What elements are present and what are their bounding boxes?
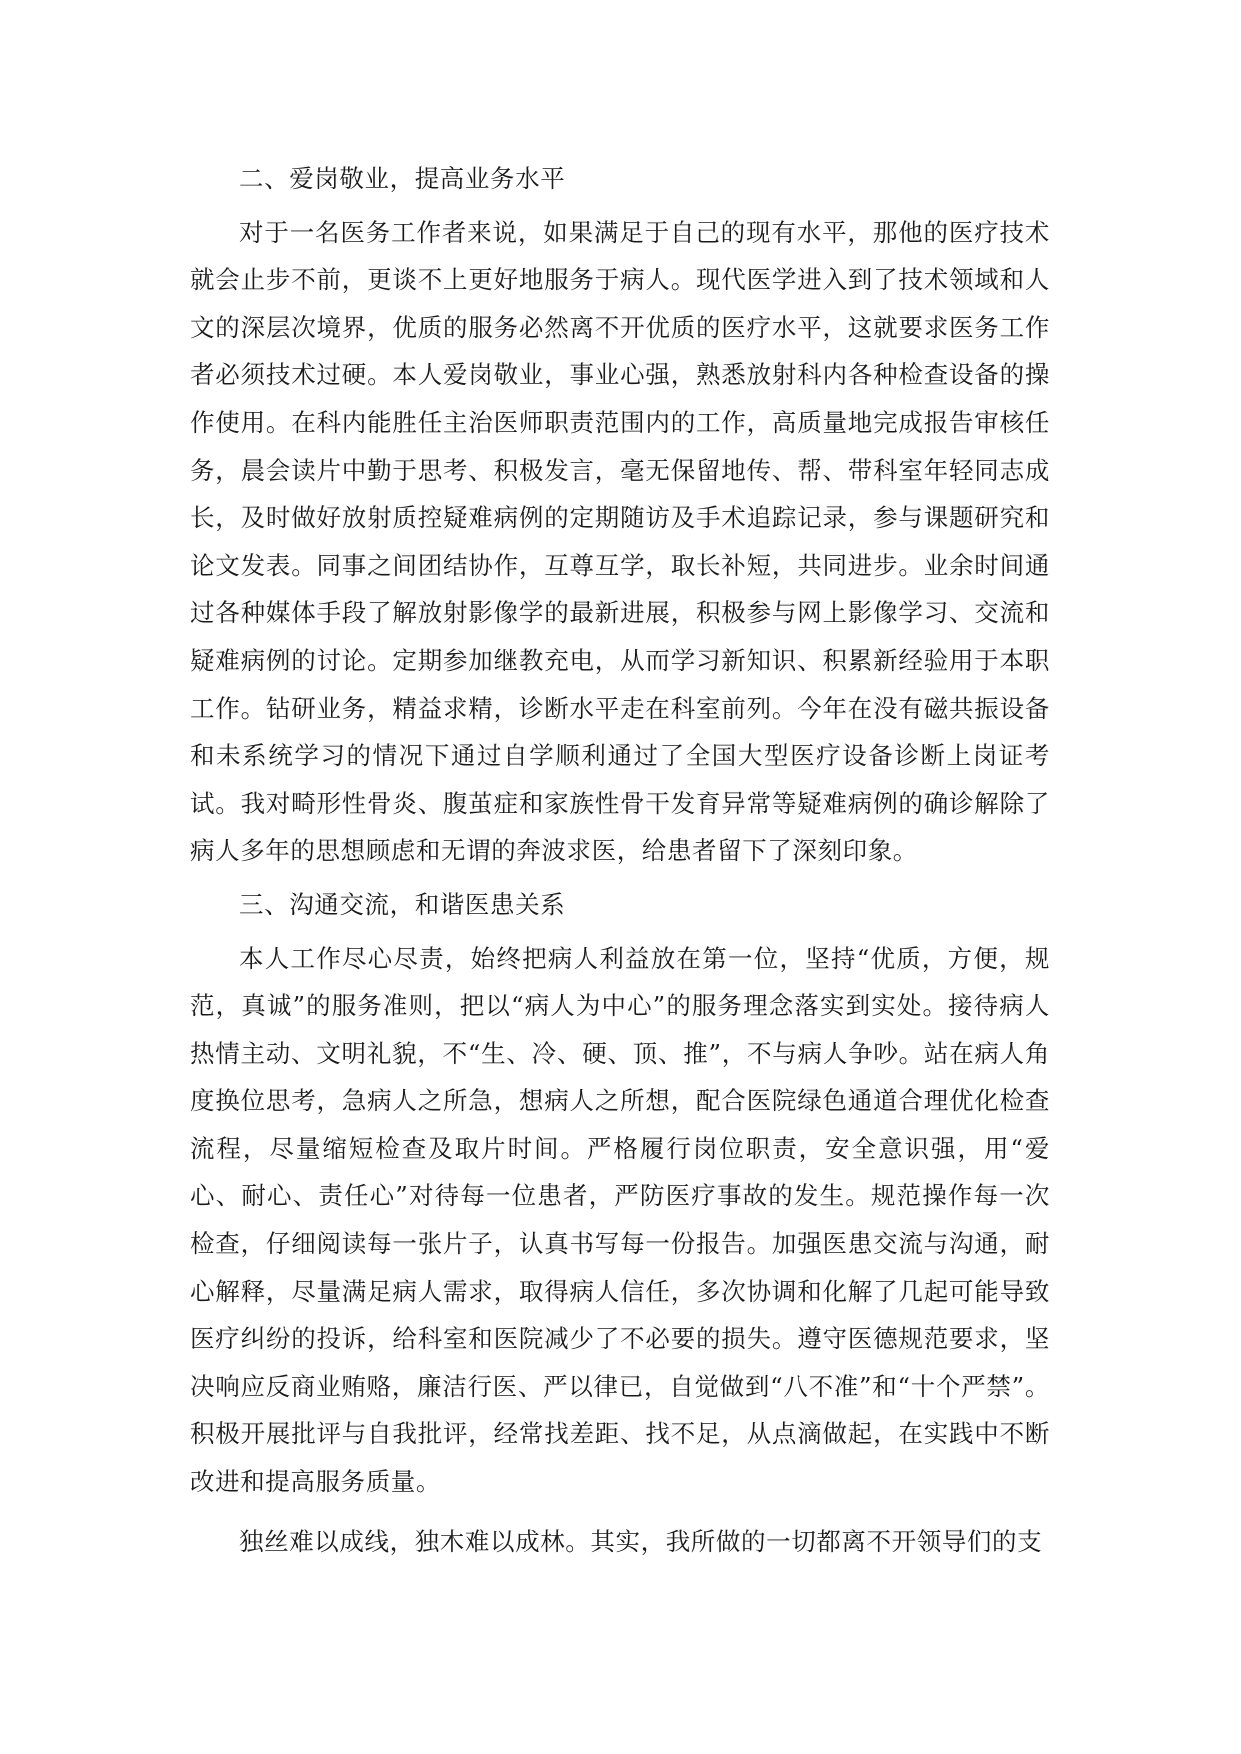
section-three-paragraph: 本人工作尽心尽责，始终把病人利益放在第一位，坚持“优质，方便，规范，真诚”的服务准则，把以“病人为中心”的服务理念落实到实处。接待病人热情主动、文明礼貌，不“生、冷、硬、顶、推”，不与病人争吵。站在病人角度换位思考，急病人之所急，想病人之所想，配合医院绿色通道合理优化检查流程，尽量缩短检查及取片时间。严格履行岗位职责，安全意识强，用“爱心、耐心、责任心”对待每一位患者，严防医疗事故的发生。规范操作每一次检查，仔细阅读每一张片子，认真书写每一份报告。加强医患交流与沟通，耐心解释，尽量满足病人需求，取得病人信任，多次协调和化解了几起可能导致医疗纠纷的投诉，给科室和医院减少了不必要的损失。遵守医德规范要求，坚决响应反商业贿赂，廉洁行医、严以律已，自觉做到“八不准”和“十个严禁”。积极开展批评与自我批评，经常找差距、找不足，从点滴做起，在实践中不断改进和提高服务质量。 <box>190 943 1050 1497</box>
section-two-heading: 二、爱岗敬业，提高业务水平 <box>239 164 566 193</box>
section-three-heading: 三、沟通交流，和谐医患关系 <box>239 889 566 919</box>
document-body <box>190 155 1050 1565</box>
closing-paragraph: 独丝难以成线，独木难以成林。其实，我所做的一切都离不开领导们的支 <box>239 1526 1043 1556</box>
section-two-paragraph: 对于一名医务工作者来说，如果满足于自己的现有水平，那他的医疗技术就会止步不前，更谈不上更好地服务于病人。现代医学进入到了技术领域和人文的深层次境界，优质的服务必然离不开优质的医疗水平，这就要求医务工作者必须技术过硬。本人爱岗敬业，事业心强，熟悉放射科内各种检查设备的操作使用。在科内能胜任主治医师职责范围内的工作，高质量地完成报告审核任务，晨会读片中勤于思考、积极发言，毫无保留地传、帮、带科室年轻同志成长，及时做好放射质控疑难病例的定期随访及手术追踪记录，参与课题研究和论文发表。同事之间团结协作，互尊互学，取长补短，共同进步。业余时间通过各种媒体手段了解放射影像学的最新进展，积极参与网上影像学习、交流和疑难病例的讨论。定期参加继教充电，从而学习新知识、积累新经验用于本职工作。钻研业务，精益求精，诊断水平走在科室前列。今年在没有磁共振设备和未系统学习的情况下通过自学顺利通过了全国大型医疗设备诊断上岗证考试。我对畸形性骨炎、腹茧症和家族性骨干发育异常等疑难病例的确诊解除了病人多年的思想顾虑和无谓的奔波求医，给患者留下了深刻印象。 <box>190 217 1050 866</box>
